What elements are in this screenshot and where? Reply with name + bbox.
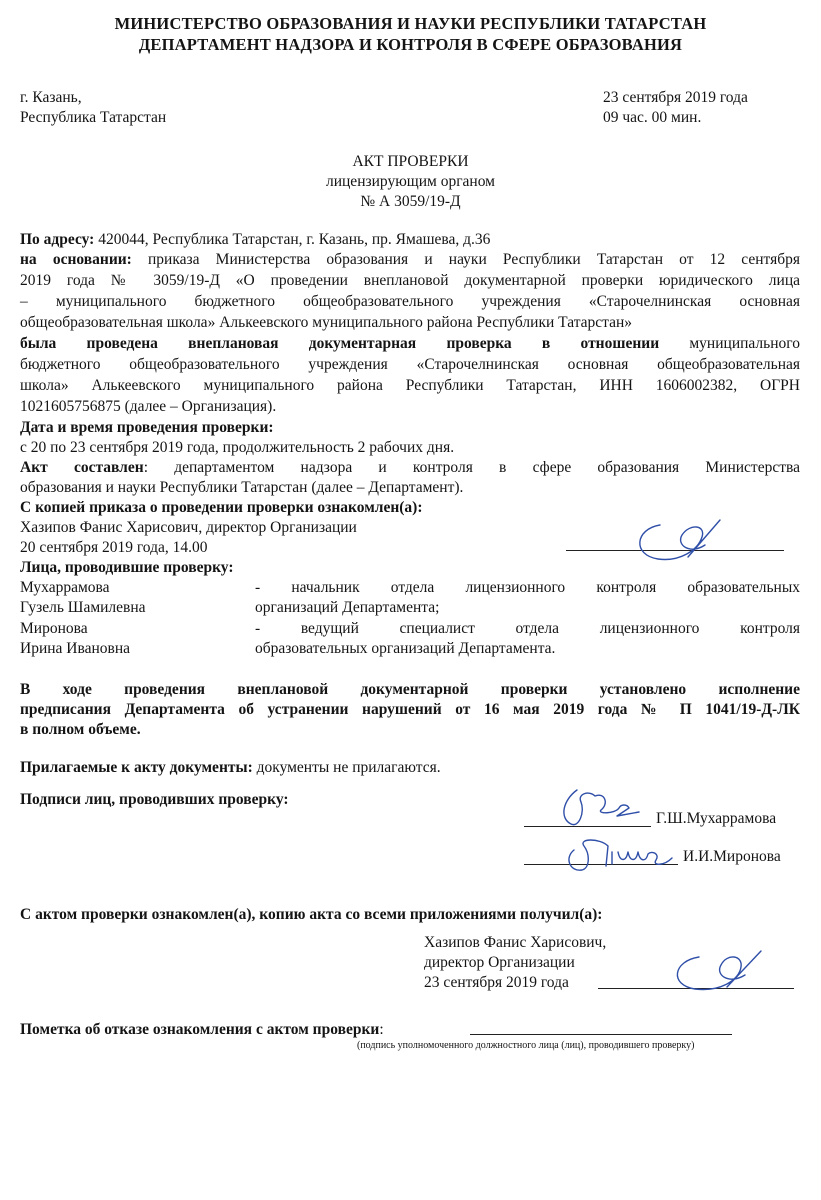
- inspector-2-name: Ирина Ивановна: [20, 640, 131, 657]
- refusal-signature-line: [470, 1034, 732, 1035]
- basis-line-1: на основании: приказа Министерства образования и науки Республики Татарстан от 12 сентября: [20, 251, 800, 268]
- order-copy-label: С копией приказа о проведении проверки ознакомлен(а):: [20, 499, 423, 516]
- act-title: АКТ ПРОВЕРКИ: [352, 153, 469, 170]
- inspectors-label: Лица, проводившие проверку:: [20, 559, 234, 576]
- basis-label: на основании:: [20, 251, 132, 268]
- address-line: [20, 230, 490, 250]
- refusal-label: Пометка об отказе ознакомления с актом проверки:: [20, 1021, 384, 1038]
- period-value: с 20 по 23 сентября 2019 года, продолжительность 2 рабочих дня.: [20, 439, 455, 456]
- director-signature-1: [630, 515, 730, 565]
- inspector-2-role: - ведущий специалист отдела лицензионного контроля: [255, 620, 800, 637]
- inspector-1-role-cont: организаций Департамента;: [255, 599, 440, 616]
- act-date: 23 сентября 2019 года: [603, 89, 748, 106]
- inspector-2-signature: [560, 832, 680, 880]
- compiled-label: Акт составлен: [20, 459, 144, 476]
- attachments-line: [20, 758, 441, 778]
- received-label: С актом проверки ознакомлен(а), копию акта со всеми приложениями получил(а):: [20, 906, 603, 923]
- order-copy-person: Хазипов Фанис Харисович, директор Организации: [20, 519, 357, 536]
- order-copy-date: 20 сентября 2019 года, 14.00: [20, 539, 208, 556]
- attachments-label: Прилагаемые к акту документы:: [20, 759, 253, 776]
- compiled-line-2: образования и науки Республики Татарстан (далее – Департамент).: [20, 479, 464, 496]
- period-label: Дата и время проведения проверки:: [20, 419, 274, 436]
- inspector-1-role: - начальник отдела лицензионного контроля образовательных: [255, 579, 800, 596]
- inspector-1-name: Гузель Шамилевна: [20, 599, 146, 616]
- basis-line-3: – муниципального бюджетного общеобразовательного учреждения «Старочелнинская основная: [20, 293, 800, 310]
- refusal-caption: (подпись уполномоченного должностного лица (лиц), проводившего проверку): [357, 1040, 695, 1051]
- finding-line-3: в полном объеме.: [20, 721, 141, 738]
- conducted-line-1: была проведена внеплановая документарная проверка в отношении муниципального: [20, 335, 800, 352]
- inspector-2-surname: Миронова: [20, 620, 88, 637]
- city: г. Казань,: [20, 89, 82, 106]
- address-label: По адресу:: [20, 231, 95, 248]
- act-time: 09 час. 00 мин.: [603, 109, 702, 126]
- region: Республика Татарстан: [20, 109, 167, 126]
- compiled-line-1: Акт составлен: департаментом надзора и контроля в сфере образования Министерства: [20, 459, 800, 476]
- conducted-line-2: бюджетного общеобразовательного учреждения «Старочелнинская основная общеобразовательная: [20, 356, 800, 373]
- finding-line-1: В ходе проведения внеплановой документарной проверки установлено исполнение: [20, 681, 800, 698]
- address-value: 420044, Республика Татарстан, г. Казань, пр. Ямашева, д.36: [98, 231, 491, 248]
- director-signature-2: [665, 945, 775, 995]
- finding-line-2: предписания Департамента об устранении нарушений от 16 мая 2019 года № П 1041/19-Д-ЛК: [20, 701, 800, 718]
- basis-line-4: общеобразовательная школа» Алькеевского муниципального района Республики Татарстан»: [20, 314, 633, 331]
- conducted-label: была проведена внеплановая документарная проверка в отношении: [20, 335, 660, 352]
- attachments-value: документы не прилагаются.: [256, 759, 441, 776]
- act-number: № А 3059/19-Д: [360, 193, 461, 210]
- received-person: Хазипов Фанис Харисович,: [424, 934, 607, 951]
- conducted-line-3: школа» Алькеевского муниципального района Республики Татарстан, ИНН 1606002382, ОГРН: [20, 377, 800, 394]
- signature-2-name: И.И.Миронова: [683, 848, 781, 865]
- inspector-2-role-cont: образовательных организаций Департамента.: [255, 640, 556, 657]
- conducted-line-4: 1021605756875 (далее – Организация).: [20, 398, 277, 415]
- signature-1-name: Г.Ш.Мухаррамова: [656, 810, 777, 827]
- inspector-1-signature: [555, 782, 645, 832]
- basis-line-2: 2019 года № 3059/19-Д «О проведении внеплановой документарной проверки юридического лица: [20, 272, 800, 289]
- inspector-1-surname: Мухаррамова: [20, 579, 110, 596]
- act-subtitle: лицензирующим органом: [325, 173, 495, 190]
- signatures-label: Подписи лиц, проводивших проверку:: [20, 791, 289, 808]
- received-position: директор Организации: [424, 954, 575, 971]
- received-date: 23 сентября 2019 года: [424, 974, 569, 991]
- department-title: ДЕПАРТАМЕНТ НАДЗОРА И КОНТРОЛЯ В СФЕРЕ ОБРАЗОВАНИЯ: [138, 35, 683, 54]
- ministry-title: МИНИСТЕРСТВО ОБРАЗОВАНИЯ И НАУКИ РЕСПУБЛИКИ ТАТАРСТАН: [114, 14, 707, 33]
